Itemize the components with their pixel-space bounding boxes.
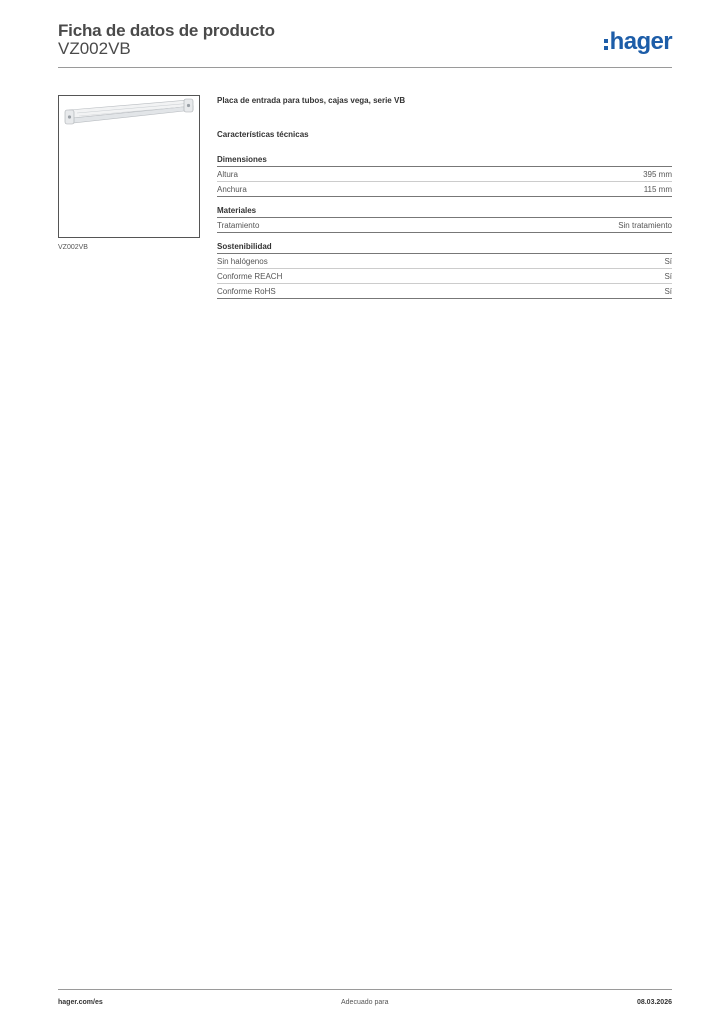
- logo-dots-icon: [604, 39, 608, 50]
- footer-website-link[interactable]: hager.com/es: [58, 999, 103, 1006]
- spec-value: 395 mm: [643, 169, 672, 179]
- spec-row-reach: [217, 269, 672, 284]
- spec-value: Sí: [664, 271, 672, 281]
- spec-value: Sin tratamiento: [618, 220, 672, 230]
- spec-row-rohs: [217, 284, 672, 299]
- page-title: Ficha de datos de producto: [58, 21, 275, 40]
- product-image: [58, 95, 200, 238]
- spec-group-dimensions: [217, 155, 672, 197]
- tech-specs-heading: Características técnicas: [217, 130, 309, 139]
- spec-row-halogen-free: [217, 254, 672, 269]
- hager-logo: [604, 28, 672, 56]
- entry-plate-illustration: [59, 96, 199, 237]
- footer-divider: [58, 989, 672, 990]
- spec-label: Sin halógenos: [217, 256, 268, 266]
- spec-label: Altura: [217, 169, 238, 179]
- logo-text: hager: [609, 28, 672, 55]
- spec-value: Sí: [664, 286, 672, 296]
- spec-label: Tratamiento: [217, 220, 260, 230]
- spec-value: Sí: [664, 256, 672, 266]
- spec-label: Conforme REACH: [217, 271, 283, 281]
- spec-group-title: Dimensiones: [217, 155, 672, 167]
- spec-group-materials: [217, 206, 672, 233]
- spec-label: Anchura: [217, 184, 247, 194]
- spec-group-title: Sostenibilidad: [217, 242, 672, 254]
- spec-group-title: Materiales: [217, 206, 672, 218]
- image-caption: VZ002VB: [58, 244, 88, 251]
- product-code-heading: VZ002VB: [58, 39, 131, 58]
- product-description: Placa de entrada para tubos, cajas vega, serie VB: [217, 96, 406, 105]
- spec-value: 115 mm: [643, 184, 672, 194]
- footer-note: Adecuado para: [341, 999, 389, 1006]
- spec-group-sustainability: [217, 242, 672, 299]
- header-divider: [58, 67, 672, 68]
- spec-row-treatment: [217, 218, 672, 233]
- spec-row-height: [217, 167, 672, 182]
- spec-label: Conforme RoHS: [217, 286, 276, 296]
- footer-date: 08.03.2026: [636, 999, 672, 1006]
- spec-row-width: [217, 182, 672, 197]
- product-details: [217, 96, 672, 308]
